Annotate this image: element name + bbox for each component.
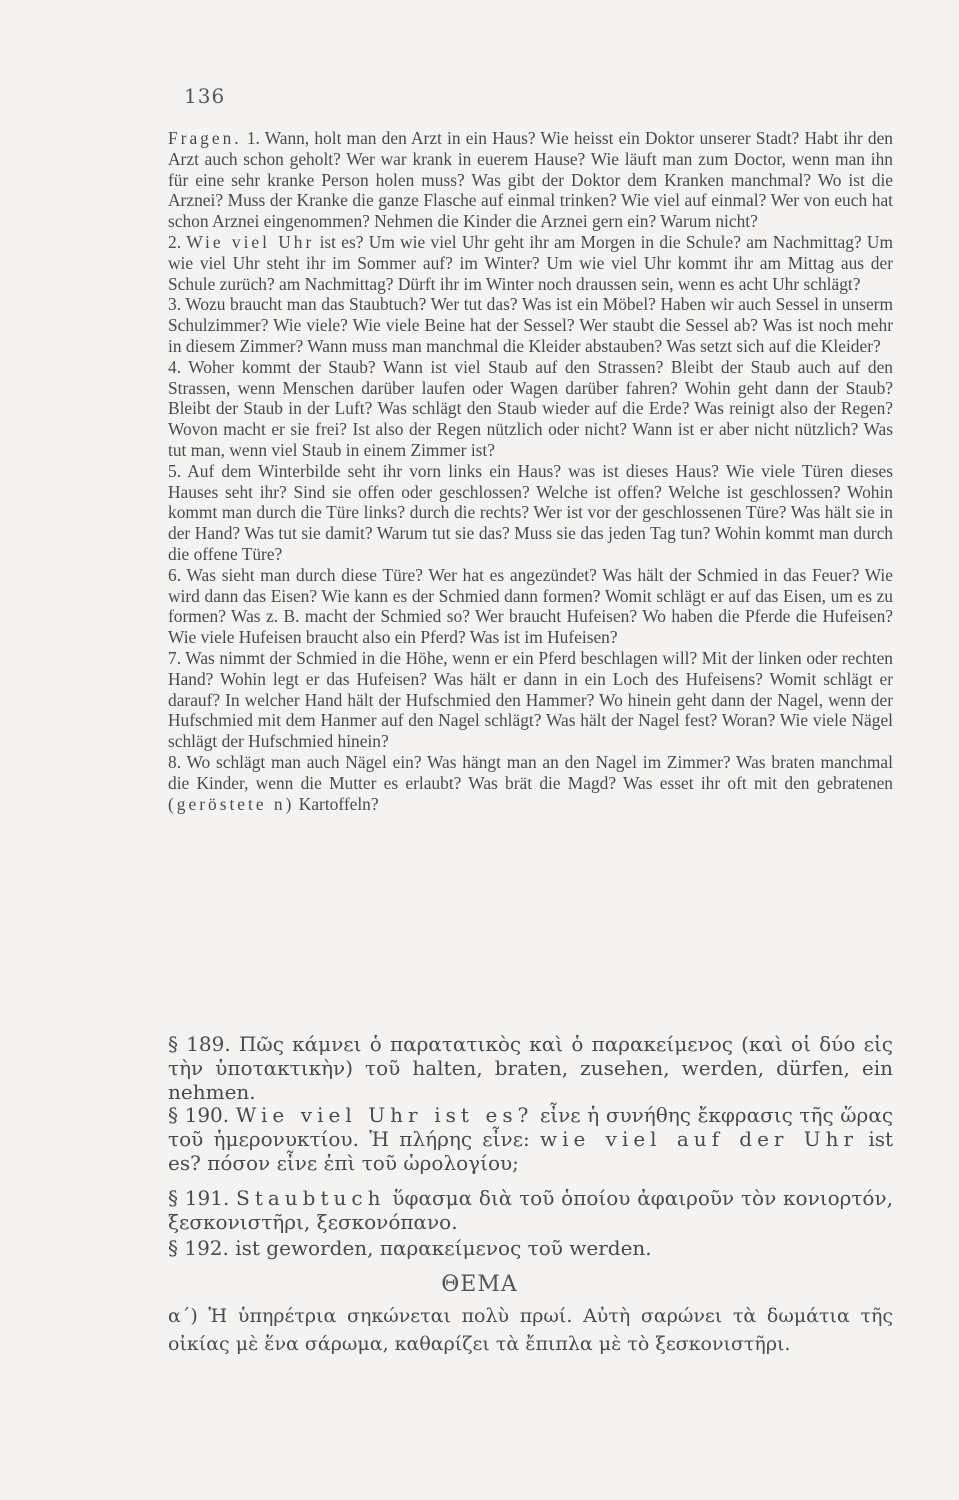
question-8: 8. Wo schlägt man auch Nägel ein? Was hängt man an den Nagel im Zimmer? Was braten manchmal die Kinder, wenn die Mutter es erlaubt? Was brät die Magd? Was esset ihr oft mit den gebratenen (geröstete n) Kartoffeln? <box>168 751 893 814</box>
theme-text: α΄) Ἡ ὑπηρέτρια σηκώνεται πολὺ πρωί. Αὐτὴ σαρώνει τὰ δωμάτια τῆς οἰκίας μὲ ἕνα σάρωμα, καθαρίζει τὰ ἔπιπλα μὲ τὸ ξεσκονιστῆρι. <box>168 1305 893 1355</box>
note-192: § 192. ist geworden, παρακείμενος τοῦ werden. <box>168 1236 652 1260</box>
note-190: § 190. Wie viel Uhr ist es? εἶνε ἡ συνήθης ἔκφρασις τῆς ὥρας τοῦ ἡμερονυκτίου. Ἡ πλήρης εἶνε: wie viel auf der Uhr ist es? πόσον εἶνε ἐπὶ τοῦ ὡρολογίου; <box>168 1103 894 1175</box>
question-6: 6. Was sieht man durch diese Türe? Wer hat es angezündet? Was hält der Schmied in das Feuer? Wie wird dann das Eisen? Wie kann es der Schmied dann formen? Womit schlägt er auf das Eisen, um es zu formen? Was z. B. macht der Schmied so? Wer braucht Hufeisen? Wo haben die Pferde die Hufeisen? Wie viele Hufeisen braucht also ein Pferd? Was ist im Hufeisen? <box>168 564 893 648</box>
question-7: 7. Was nimmt der Schmied in die Höhe, wenn er ein Pferd beschlagen will? Mit der linken oder rechten Hand? Wohin legt er das Hufeisen? Was hält er dann in ein Loch des Hufeisens? Womit schlägt er darauf? In welcher Hand hält der Hufschmied den Hammer? Wo hinein geht dann der Nagel, wenn der Hufschmied mit dem Hanmer auf den Nagel schlägt? Was hält der Nagel fest? Woran? Wie viele Nägel schlägt der Hufschmied hinein? <box>168 647 893 752</box>
question-5: 5. Auf dem Winterbilde seht ihr vorn links ein Haus? was ist dieses Haus? Wie viele Türen dieses Hauses seht ihr? Sind sie offen oder geschlossen? Welche ist offen? Welche ist geschlossen? Wohin kommt man durch die Türe links? durch die rechts? Wer ist vor der geschlossenen Türe? Was hält sie in der Hand? Was tut sie damit? Warum tut sie das? Muss sie das jeden Tag tun? Wohin kommt man durch die offene Türe? <box>168 460 893 564</box>
theme-heading: ΘΕΜΑ <box>441 1272 518 1297</box>
question-2: 2. Wie viel Uhr ist es? Um wie viel Uhr geht ihr am Morgen in die Schule? am Nachmittag? Um wie viel Uhr steht ihr im Sommer auf? im Winter? Um wie viel Uhr kommt ihr am Mittag aus der Schule zurüch? am Nachmittag? Dürft ihr im Winter noch draussen sein, wenn es acht Uhr schlägt? <box>168 231 893 294</box>
page-number: 136 <box>184 84 226 108</box>
note-189: § 189. Πῶς κάμνει ὁ παρατατικὸς καὶ ὁ παρακείμενος (καὶ οἱ δύο εἰς τὴν ὑποτακτικὴν) τοῦ halten, braten, zusehen, werden, dürfen, ein nehmen. <box>168 1032 893 1104</box>
question-1: Fragen. 1. Wann, holt man den Arzt in ein Haus? Wie heisst ein Doktor unserer Stadt? Habt ihr den Arzt auch schon geholt? Wer war krank in euerem Hause? Wie läuft man zum Doctor, wenn man ihn für eine sehr kranke Person holen muss? Was gibt der Doktor dem Kranken manchmal? Wo ist die Arznei? Muss der Kranke die ganze Flasche auf einmal trinken? Wie viel auf einmal? Wer von euch hat schon Arznei eingenommen? Nehmen die Kinder die Arznei gern ein? Warum nicht? <box>168 128 893 232</box>
question-3: 3. Wozu braucht man das Staubtuch? Wer tut das? Was ist ein Möbel? Haben wir auch Sessel in unserm Schulzimmer? Wie viele? Wie viele Beine hat der Sessel? Wer staubt die Sessel ab? Was ist noch mehr in diesem Zimmer? Wann muss man manchmal die Kleider abstauben? Was setzt sich auf die Kleider? <box>168 294 893 356</box>
fragen-heading: Fragen. <box>168 128 242 148</box>
question-4: 4. Woher kommt der Staub? Wann ist viel Staub auf den Strassen? Bleibt der Staub auch auf den Strassen, wenn Menschen darüber laufen oder Wagen darüber fahren? Wohin geht dann der Staub? Bleibt der Staub in der Luft? Was schlägt den Staub wieder auf die Erde? Was reinigt also der Regen? Wovon macht er sie frei? Ist also der Regen nützlich oder nicht? Wann ist er aber nicht nützlich? Was tut man, wenn viel Staub in einem Zimmer ist? <box>168 356 893 460</box>
questions-block <box>168 128 893 814</box>
note-191: § 191. Staubtuch ὕφασμα διὰ τοῦ ὁποίου ἀφαιροῦν τὸν κονιορτόν, ξεσκονιστῆρι, ξεσκονόπανο. <box>168 1186 893 1234</box>
